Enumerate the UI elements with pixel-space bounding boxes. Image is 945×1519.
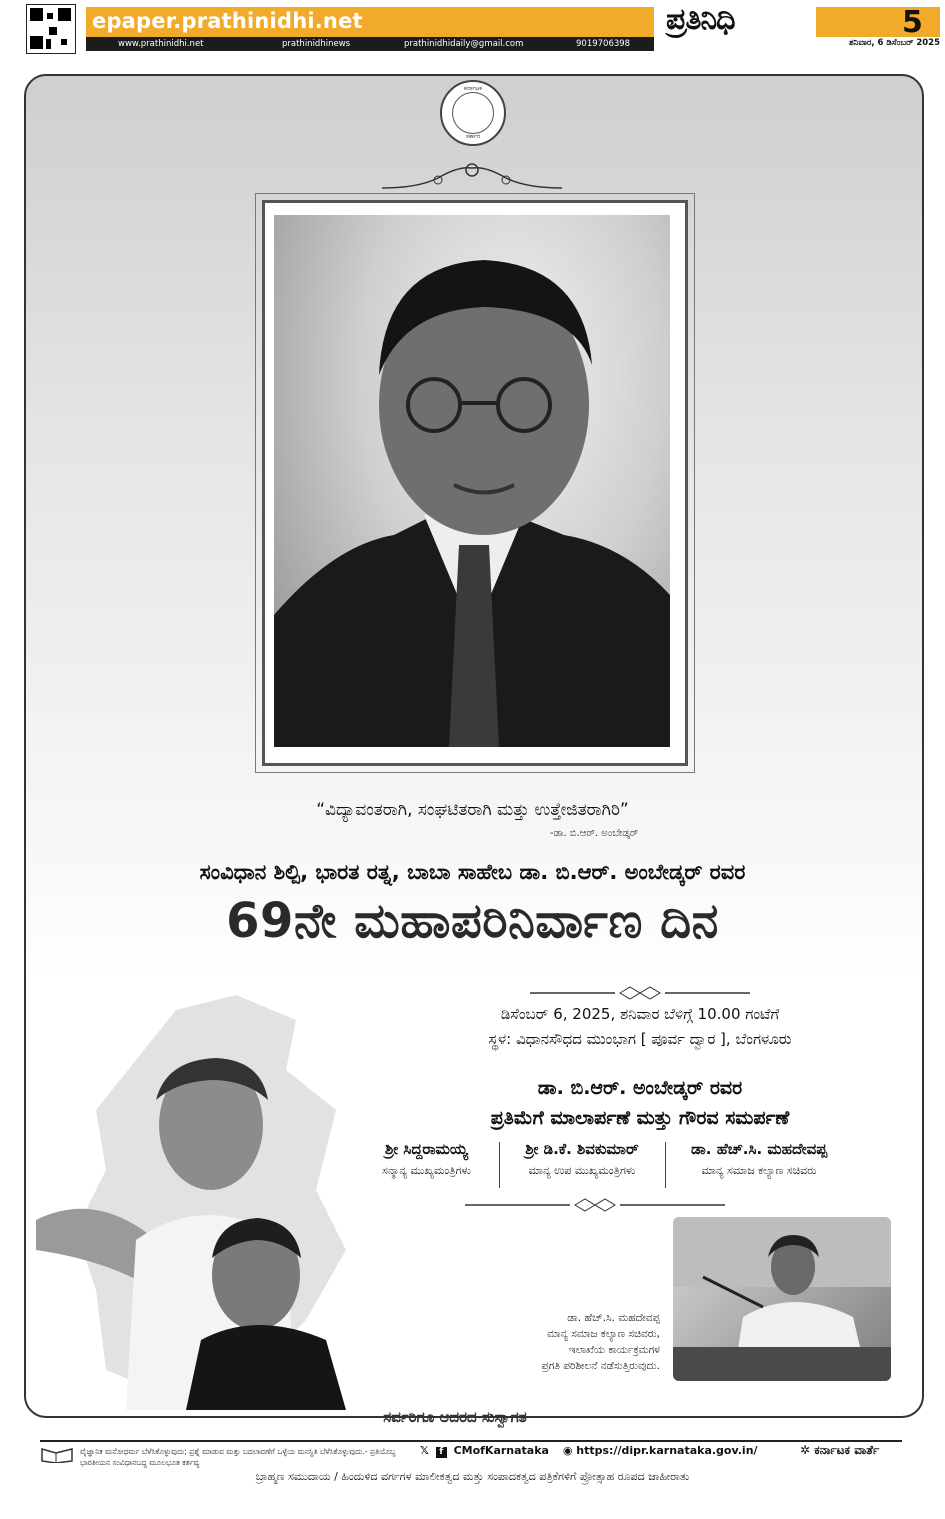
dignitary-role: ಸನ್ಮಾನ್ಯ ಮುಖ್ಯಮಂತ್ರಿಗಳು xyxy=(382,1164,471,1177)
globe-icon: ◉ xyxy=(562,1444,573,1457)
dignitary-3 xyxy=(666,1140,852,1192)
book-icon xyxy=(40,1445,74,1463)
qr-code xyxy=(26,4,76,54)
leaders-photo-with-map xyxy=(36,990,376,1410)
phone-number: 9019706398 xyxy=(576,39,631,49)
header-contact-strip xyxy=(86,37,654,51)
karnataka-varthe-brand: ✲ ಕರ್ನಾಟಕ ವಾರ್ತೆ xyxy=(800,1443,880,1457)
constitutional-duty-note: ವೈಜ್ಞಾನಿಕ ಮನೋಧರ್ಮ ಬೆಳೆಸಿಕೊಳ್ಳುವುದು; ಪ್ರಶ್ನೆ ಮಾಡುವ ಮತ್ತು ಬದಲಾವಣೆಗೆ ಒಳ್ಳೆಯ ಮನಸ್ಥಿತಿ ಬೆಳೆಸಿಕೊಳ್ಳುವುದು.- ಪ್ರತಿಯೊಬ್ಬ ಭಾರತೀಯನ ಸಂವಿಧಾನಬದ್ಧ ಮೂಲಭೂತ ಕರ್ತವ್ಯ xyxy=(80,1447,396,1467)
ambedkar-portrait xyxy=(274,215,670,747)
dignitary-name: ಡಾ. ಹೆಚ್.ಸಿ. ಮಹದೇವಪ್ಪ xyxy=(690,1140,828,1158)
quote-text: “ವಿದ್ಯಾವಂತರಾಗಿ, ಸಂಘಟಿತರಾಗಿ ಮತ್ತು ಉತ್ತೇಜಿತರಾಗಿರಿ” xyxy=(316,800,629,820)
facebook-icon[interactable]: f xyxy=(436,1447,447,1458)
event-headline-1: ಡಾ. ಬಿ.ಆರ್. ಅಂಬೇಡ್ಕರ್ ರವರ xyxy=(537,1077,743,1099)
photo-caption: ಡಾ. ಹೆಚ್.ಸಿ. ಮಹದೇವಪ್ಪ ಮಾನ್ಯ ಸಮಾಜ ಕಲ್ಯಾಣ ಸಚಿವರು, ಇಲಾಖೆಯ ಕಾರ್ಯಕ್ರಮಗಳ ಪ್ರಗತಿ ಪರಿಶೀಲನೆ ನಡೆಸುತ್ತಿರುವುದು. xyxy=(541,1312,660,1372)
divider-ornament-icon xyxy=(530,986,750,1000)
quote-attribution: -ಡಾ. ಬಿ.ಆರ್. ಅಂಬೇಡ್ಕರ್ xyxy=(550,828,639,839)
ad-subtitle: ಸಂವಿಧಾನ ಶಿಲ್ಪಿ, ಭಾರತ ರತ್ನ, ಬಾಬಾ ಸಾಹೇಬ ಡಾ. ಬಿ.ಆರ್. ಅಂಬೇಡ್ಕರ್ ರವರ xyxy=(199,860,746,884)
footer-divider xyxy=(40,1440,902,1442)
event-headline-2: ಪ್ರತಿಮೆಗೆ ಮಾಲಾರ್ಪಣೆ ಮತ್ತು ಗೌರವ ಸಮರ್ಪಣೆ xyxy=(490,1107,790,1129)
social-handle-footer[interactable]: CMofKarnataka xyxy=(453,1444,549,1457)
top-ornament-icon xyxy=(378,158,566,194)
state-emblem-icon: ಕರ್ನಾಟಕ ಸರ್ಕಾರ xyxy=(440,80,506,146)
footer-disclaimer: ಬ್ರಾಹ್ಮಣ ಸಮುದಾಯ / ಹಿಂದುಳಿದ ವರ್ಗಗಳ ಮಾಲೀಕತ್ವದ ಮತ್ತು ಸಂಪಾದಕತ್ವದ ಪತ್ರಿಕೆಗಳಿಗೆ ಪ್ರೋತ್ಸಾಹ ರೂಪದ ಜಾಹೀರಾತು xyxy=(255,1470,690,1483)
ad-title: 69ನೇ ಮಹಾಪರಿನಿರ್ವಾಣ ದಿನ xyxy=(226,893,719,949)
dipr-website-link[interactable]: https://dipr.karnataka.gov.in/ xyxy=(576,1444,758,1457)
event-date-time: ಡಿಸೆಂಬರ್ 6, 2025, ಶನಿವಾರ ಬೆಳಿಗ್ಗೆ 10.00 ಗಂಟೆಗೆ xyxy=(500,1005,780,1023)
issue-date: ಶನಿವಾರ, 6 ಡಿಸೆಂಬರ್ 2025 xyxy=(849,38,940,48)
divider-ornament-icon xyxy=(465,1198,725,1212)
dignitary-role: ಮಾನ್ಯ ಸಮಾಜ ಕಲ್ಯಾಣ ಸಚಿವರು xyxy=(701,1164,817,1177)
page-number: 5 xyxy=(902,5,923,40)
dignitary-name: ಶ್ರೀ ಡಿ.ಕೆ. ಶಿವಕುಮಾರ್ xyxy=(525,1140,639,1158)
minister-photo xyxy=(673,1217,891,1381)
email-link[interactable]: prathinidhidaily@gmail.com xyxy=(404,39,524,49)
website-link[interactable]: www.prathinidhi.net xyxy=(118,39,204,49)
footer-social xyxy=(420,1444,758,1458)
epaper-url[interactable]: epaper.prathinidhi.net xyxy=(92,9,363,33)
dignitary-2 xyxy=(500,1140,664,1192)
dignitary-role: ಮಾನ್ಯ ಉಪ ಮುಖ್ಯಮಂತ್ರಿಗಳು xyxy=(528,1164,636,1177)
x-icon[interactable]: 𝕏 xyxy=(420,1444,429,1457)
welcome-text: ಸರ್ವರಿಗೂ ಆದರದ ಸುಸ್ವಾಗತ xyxy=(383,1408,527,1426)
dignitary-1 xyxy=(355,1140,498,1192)
masthead-logo: ಪ್ರತಿನಿಧಿ xyxy=(666,2,735,37)
event-venue: ಸ್ಥಳ: ವಿಧಾನಸೌಧದ ಮುಂಭಾಗ [ ಪೂರ್ವ ದ್ವಾರ ], ಬೆಂಗಳೂರು xyxy=(488,1030,792,1048)
social-handle[interactable]: prathinidhinews xyxy=(282,39,351,49)
dignitary-name: ಶ್ರೀ ಸಿದ್ದರಾಮಯ್ಯ xyxy=(384,1140,469,1158)
brand-emblem-icon: ✲ xyxy=(800,1443,811,1457)
